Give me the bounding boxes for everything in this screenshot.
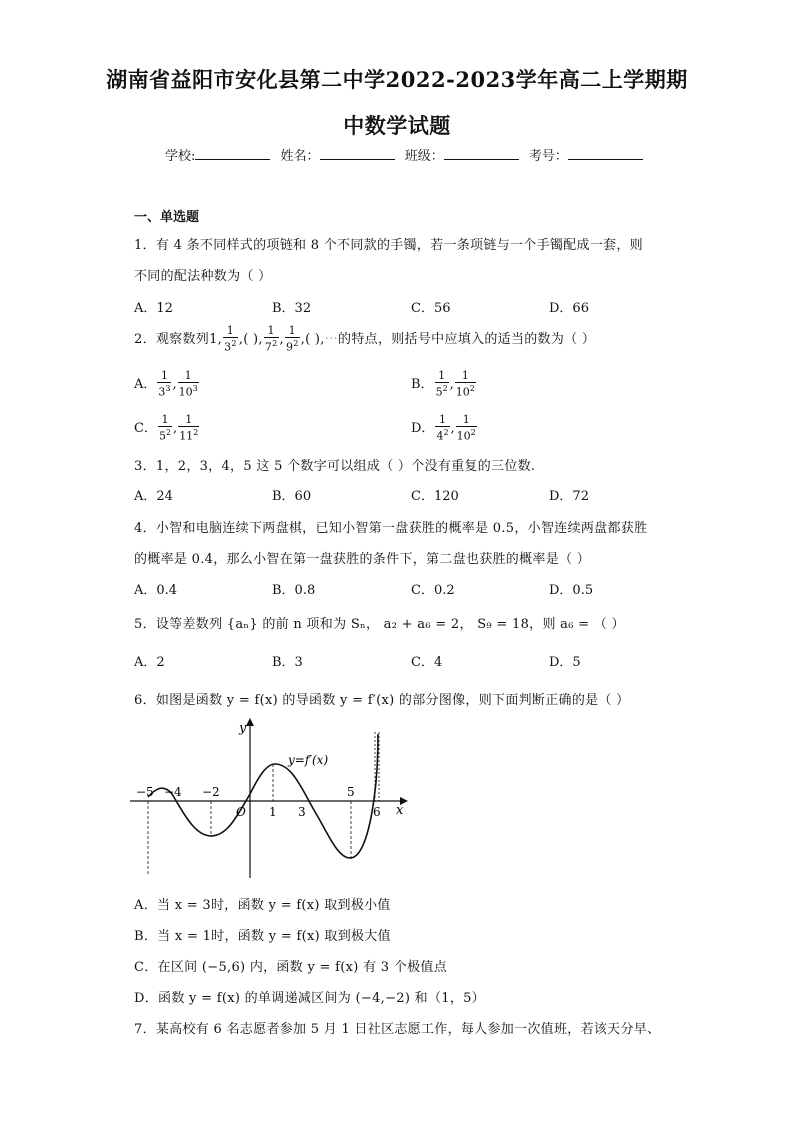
q7-text-line: 7．某高校有 6 名志愿者参加 5 月 1 日社区志愿工作，每人参加一次值班，若该天分早、 <box>134 1022 661 1037</box>
q4-option-c: C．0.2 <box>411 583 455 598</box>
class-blank[interactable] <box>444 147 519 160</box>
exam-title-line-1: 湖南省益阳市安化县第二中学2022-2023学年高二上学期期 <box>106 67 688 92</box>
tick-label-neg2: −2 <box>202 785 220 799</box>
q6-text-line: 6．如图是函数 y = f(x) 的导函数 y = f′(x) 的部分图像，则下面判断正确的是（ ） <box>134 693 630 708</box>
tick-label-origin: O <box>236 805 246 819</box>
q5-text-line: 5．设等差数列 {aₙ} 的前 n 项和为 Sₙ， a₂ + a₆ = 2， S₉ = 18，则 a₆ = （ ） <box>134 617 625 632</box>
q2-option-c: C． $\frac{1}{5^2}$ , $\frac{1}{11^2}$ <box>134 413 199 443</box>
q6-option-b: B．当 x = 1时，函数 y = f(x) 取到极大值 <box>134 929 391 944</box>
exam-number-blank[interactable] <box>568 147 643 160</box>
q1-text-line-2: 不同的配法种数为（ ） <box>134 269 272 284</box>
q5-option-c: C．4 <box>411 655 443 670</box>
tick-label-neg5: −5 <box>136 785 154 799</box>
class-label: 班级： <box>404 149 444 164</box>
student-info-fields <box>165 145 649 164</box>
name-blank[interactable] <box>320 147 395 160</box>
q2-suffix: 的特点，则括号中应填入的适当的数为（ ） <box>338 331 596 347</box>
tick-label-5: 5 <box>347 785 355 799</box>
tick-label-neg4: −4 <box>164 785 182 799</box>
tick-label-1: 1 <box>269 805 277 819</box>
q1-option-a: A．12 <box>134 301 173 316</box>
q4-text-line-2: 的概率是 0.4，那么小智在第一盘获胜的条件下，第二盘也获胜的概率是（ ） <box>134 552 591 567</box>
q2-option-d: D． $\frac{1}{4^2}$ , $\frac{1}{10^2}$ <box>411 413 476 443</box>
derivative-curve <box>148 734 378 858</box>
curve-label: y=f′(x) <box>288 753 329 767</box>
q6-option-a: A．当 x = 3时，函数 y = f(x) 取到极小值 <box>134 898 391 913</box>
section-heading: 一、单选题 <box>134 210 200 225</box>
q5-option-d: D．5 <box>549 655 581 670</box>
q1-option-d: D．66 <box>549 301 589 316</box>
q6-option-d: D．函数 y = f(x) 的单调递减区间为 (−4,−2) 和（1，5） <box>134 991 485 1006</box>
q3-option-a: A．24 <box>134 489 173 504</box>
q1-option-c: C．56 <box>411 301 451 316</box>
y-axis-arrow-icon <box>246 718 254 726</box>
q1-text-line-1: 1．有 4 条不同样式的项链和 8 个不同款的手镯，若一条项链与一个手镯配成一套，则 <box>134 238 643 253</box>
q5-option-a: A．2 <box>134 655 165 670</box>
school-blank[interactable] <box>195 147 270 160</box>
y-axis-label: y <box>239 721 247 736</box>
q6-option-c: C．在区间 (−5,6) 内，函数 y = f(x) 有 3 个极值点 <box>134 960 448 975</box>
exam-title-line-2: 中数学试题 <box>343 113 451 138</box>
q1-option-b: B．32 <box>272 301 312 316</box>
q4-option-d: D．0.5 <box>549 583 594 598</box>
q3-text-line: 3．1，2，3，4，5 这 5 个数字可以组成（ ）个没有重复的三位数. <box>134 459 536 474</box>
tick-label-3: 3 <box>298 805 306 819</box>
q2-prefix: 2．观察数列 <box>134 331 210 347</box>
q4-option-a: A．0.4 <box>134 583 178 598</box>
q4-option-b: B．0.8 <box>272 583 316 598</box>
tick-label-6: 6 <box>373 805 381 819</box>
q4-text-line-1: 4．小智和电脑连续下两盘棋，已知小智第一盘获胜的概率是 0.5，小智连续两盘都获胜 <box>134 521 648 536</box>
q2-option-a: A． $\frac{1}{3^3}$ , $\frac{1}{10^3}$ <box>134 369 198 399</box>
q2-option-b: B． $\frac{1}{5^2}$ , $\frac{1}{10^2}$ <box>411 369 475 399</box>
q2-text-line <box>134 325 595 354</box>
q5-option-b: B．3 <box>272 655 303 670</box>
derivative-graph <box>128 712 418 882</box>
name-label: 姓名： <box>280 149 320 164</box>
q3-option-c: C．120 <box>411 489 459 504</box>
exam-number-label: 考号： <box>528 149 568 164</box>
q2-sequence: 1, $\frac{1}{3^2}$ ,( ), $\frac{1}{7^2}$ , $\frac{1}{9^2}$ ,( ),⋯ <box>209 324 339 354</box>
q3-option-d: D．72 <box>549 489 589 504</box>
x-axis-label: x <box>396 803 404 818</box>
q3-option-b: B．60 <box>272 489 312 504</box>
school-label: 学校: <box>165 149 196 164</box>
